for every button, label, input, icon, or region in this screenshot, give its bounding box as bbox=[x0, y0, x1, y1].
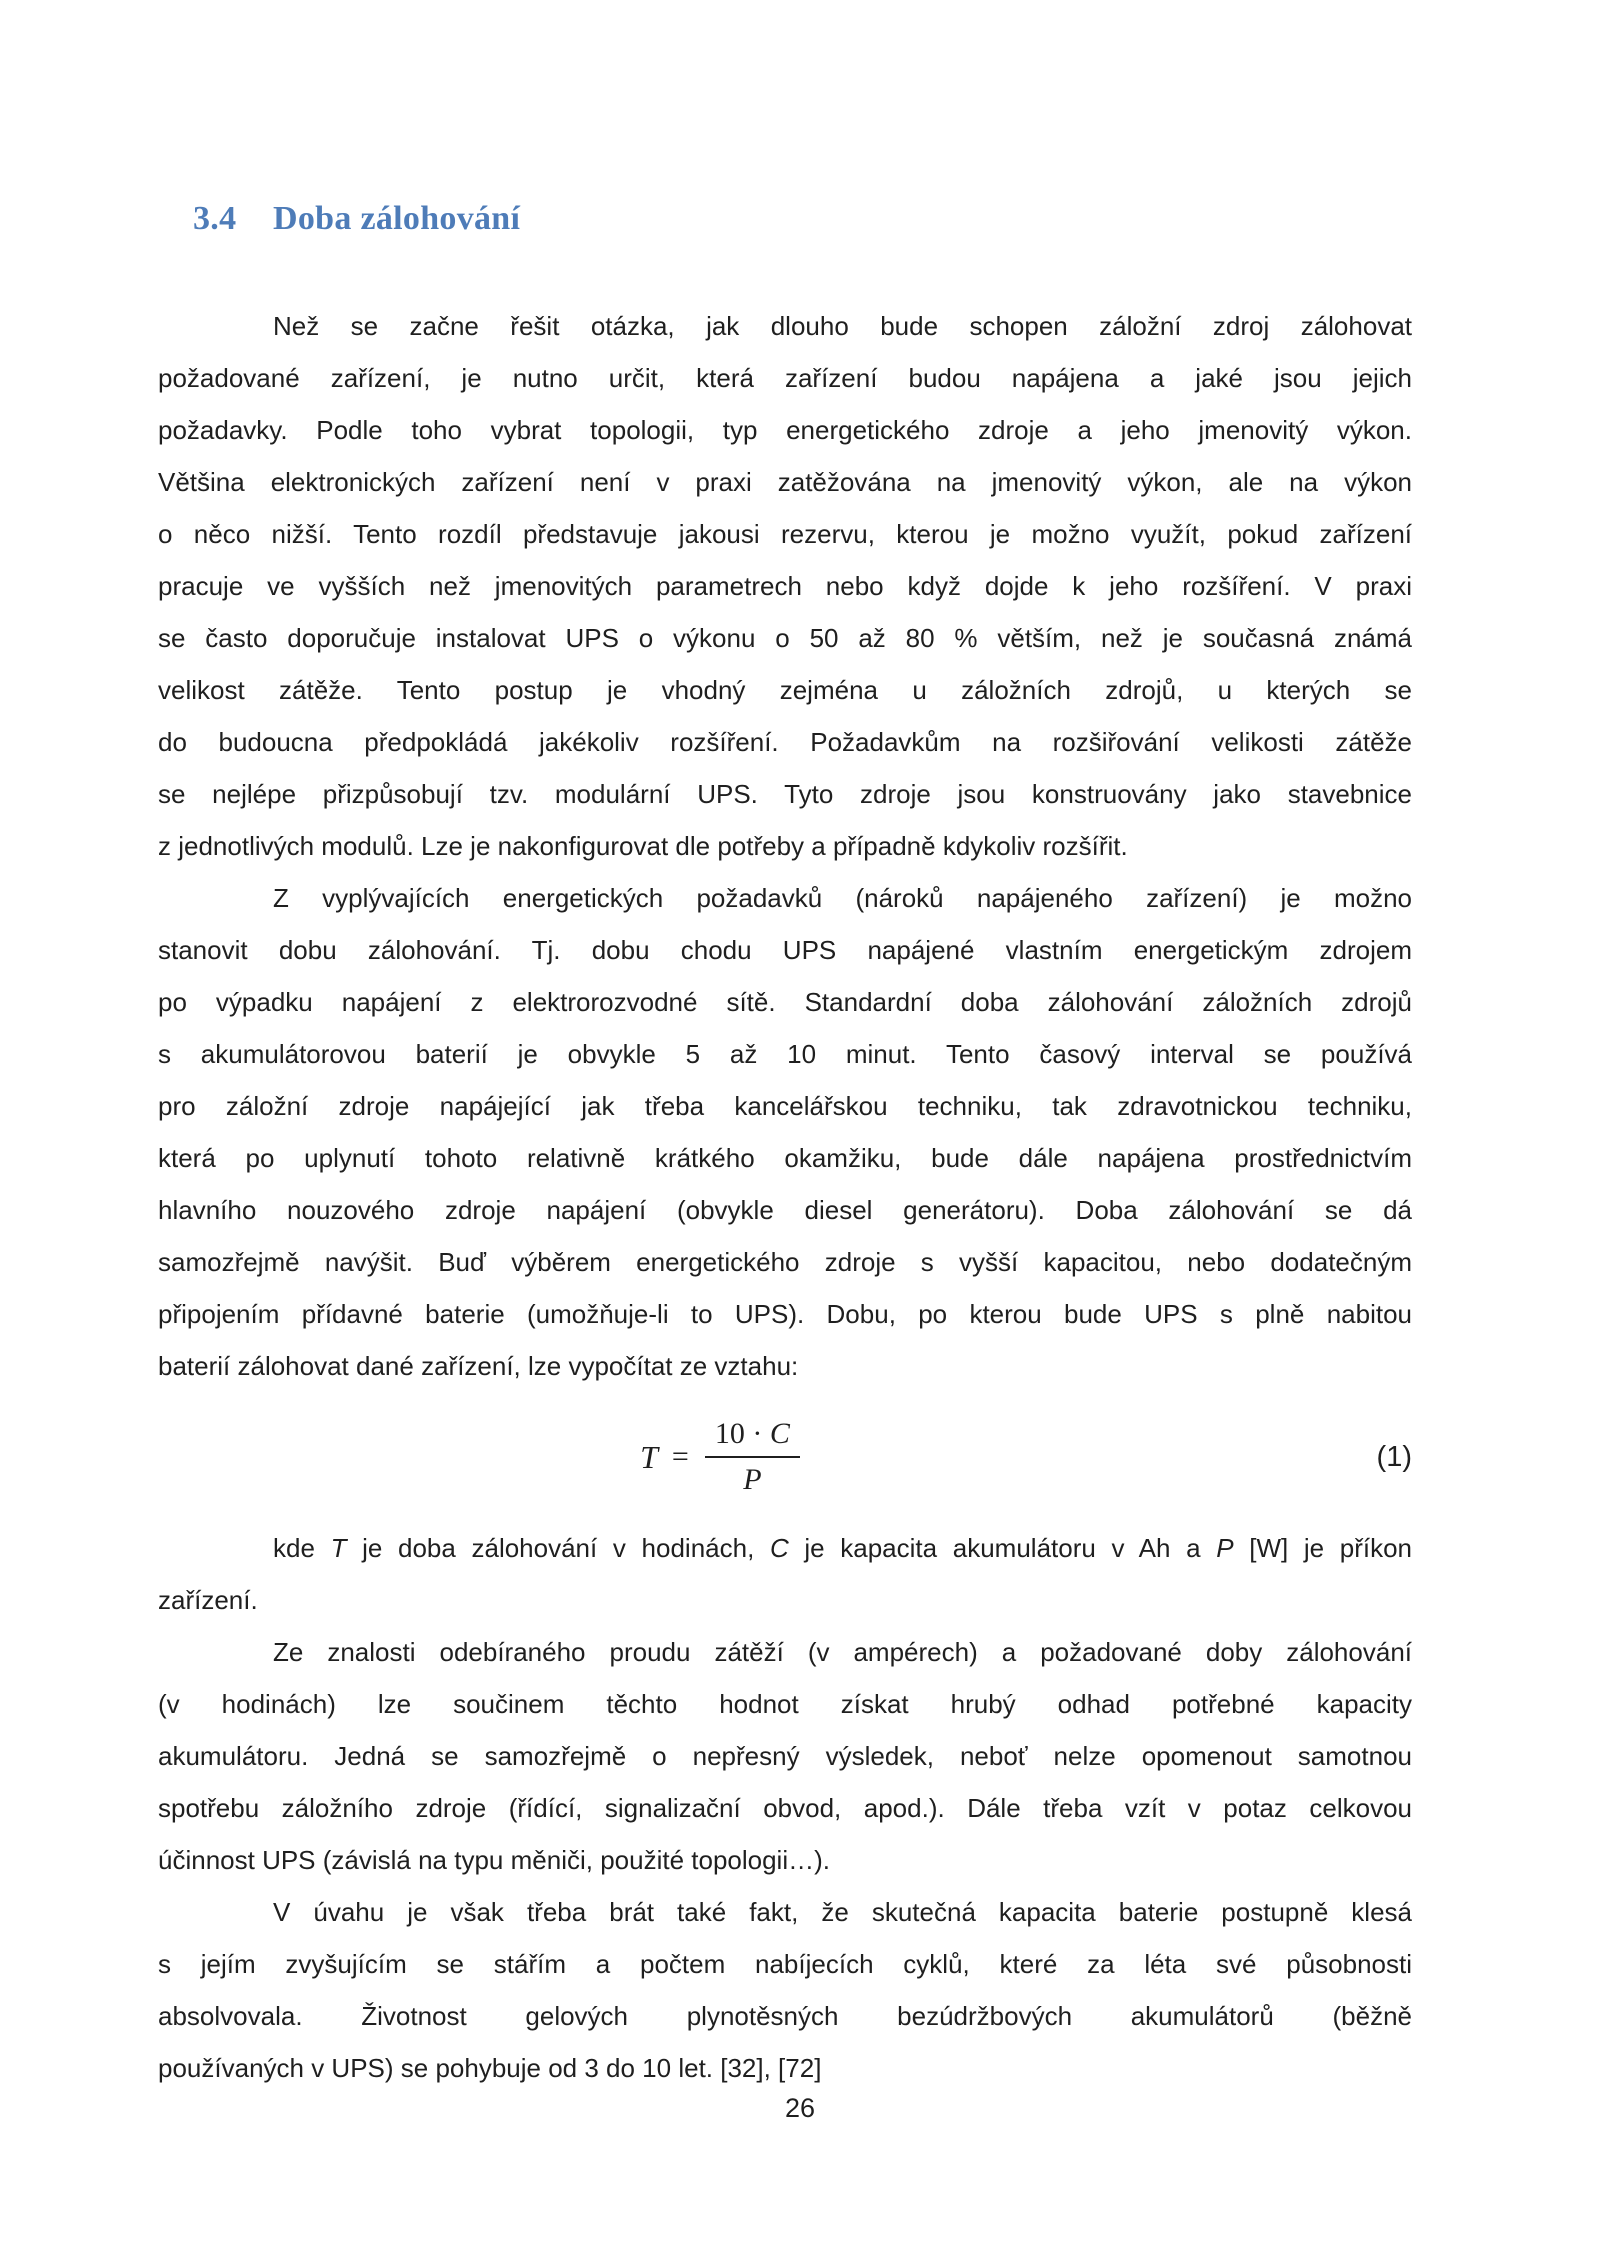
equation-equals: = bbox=[671, 1440, 689, 1473]
section-heading bbox=[193, 197, 1412, 241]
text-line: (v hodinách) lze součinem těchto hodnot získat hrubý odhad potřebné kapacity bbox=[158, 1689, 1412, 1719]
text-line: která po uplynutí tohoto relativně krátkého okamžiku, bude dále napájena prostřednictvím bbox=[158, 1143, 1412, 1173]
text-line: požadované zařízení, je nutno určit, která zařízení budou napájena a jaké jsou jejich bbox=[158, 363, 1412, 393]
text-segment: kde bbox=[273, 1533, 331, 1563]
text-segment: je doba zálohování v hodinách, bbox=[346, 1533, 770, 1563]
multiplication-dot: · bbox=[752, 1416, 763, 1450]
text-line: o něco nižší. Tento rozdíl představuje jakousi rezervu, kterou je možno využít, pokud zařízení bbox=[158, 519, 1412, 549]
text-line: Než se začne řešit otázka, jak dlouho bude schopen záložní zdroj zálohovat bbox=[273, 311, 1412, 341]
equation-label: (1) bbox=[1376, 1441, 1412, 1473]
text-segment: je kapacita akumulátoru v Ah a bbox=[788, 1533, 1217, 1563]
text-line: s jejím zvyšujícím se stářím a počtem nabíjecích cyklů, které za léta své působnosti bbox=[158, 1949, 1412, 1979]
paragraph-2 bbox=[158, 872, 1412, 1392]
page-number: 26 bbox=[784, 2093, 816, 2123]
text-line: samozřejmě navýšit. Buď výběrem energetického zdroje s vyšší kapacitou, nebo dodatečným bbox=[158, 1247, 1412, 1277]
numerator-coefficient: 10 bbox=[714, 1416, 745, 1450]
text-segment: [W] je příkon bbox=[1233, 1533, 1413, 1563]
equation-block bbox=[158, 1392, 1412, 1522]
text-line: se často doporučuje instalovat UPS o výkonu o 50 až 80 % větším, než je současná známá bbox=[158, 623, 1412, 653]
text-line: používaných v UPS) se pohybuje od 3 do 10 let. [32], [72] bbox=[158, 2053, 822, 2083]
equation bbox=[93, 1392, 1347, 1522]
text-line: účinnost UPS (závislá na typu měniči, použité topologii…). bbox=[158, 1845, 830, 1875]
text-line: s akumulátorovou baterií je obvykle 5 až 10 minut. Tento časový interval se používá bbox=[158, 1039, 1412, 1069]
text-line: akumulátoru. Jedná se samozřejmě o nepřesný výsledek, neboť nelze opomenout samotnou bbox=[158, 1741, 1412, 1771]
variable-C: C bbox=[769, 1533, 789, 1563]
text-line: velikost zátěže. Tento postup je vhodný zejména u záložních zdrojů, u kterých se bbox=[158, 675, 1412, 705]
page-content bbox=[158, 197, 1412, 2094]
text-line: hlavního nouzového zdroje napájení (obvykle diesel generátoru). Doba zálohování se dá bbox=[158, 1195, 1412, 1225]
fraction-numerator bbox=[705, 1417, 800, 1459]
text-line: spotřebu záložního zdroje (řídící, signalizační obvod, apod.). Dále třeba vzít v potaz celkovou bbox=[158, 1793, 1412, 1823]
fraction bbox=[705, 1417, 800, 1498]
text-line: Z vyplývajících energetických požadavků (nároků napájeného zařízení) je možno bbox=[273, 883, 1412, 913]
text-line: pracuje ve vyšších než jmenovitých parametrech nebo když dojde k jeho rozšíření. V praxi bbox=[158, 571, 1412, 601]
text-line: absolvovala. Životnost gelových plynotěsných bezúdržbových akumulátorů (běžně bbox=[158, 2001, 1412, 2031]
fraction-denominator: P bbox=[743, 1463, 762, 1496]
body-text bbox=[158, 300, 1412, 2094]
text-line bbox=[158, 1522, 1412, 1574]
paragraph-1 bbox=[158, 300, 1412, 872]
text-line: se nejlépe přizpůsobují tzv. modulární UPS. Tyto zdroje jsou konstruovány jako stavebnice bbox=[158, 779, 1412, 809]
text-line: Většina elektronických zařízení není v praxi zatěžována na jmenovitý výkon, ale na výkon bbox=[158, 467, 1412, 497]
variable-T: T bbox=[330, 1533, 347, 1563]
text-line: z jednotlivých modulů. Lze je nakonfigurovat dle potřeby a případně kdykoliv rozšířit. bbox=[158, 831, 1128, 861]
paragraph-3 bbox=[158, 1522, 1412, 1626]
variable-P: P bbox=[1216, 1533, 1234, 1563]
text-line: do budoucna předpokládá jakékoliv rozšíření. Požadavkům na rozšiřování velikosti zátěže bbox=[158, 727, 1412, 757]
section-title: Doba zálohování bbox=[273, 200, 521, 237]
text-line: stanovit dobu zálohování. Tj. dobu chodu UPS napájené vlastním energetickým zdrojem bbox=[158, 935, 1412, 965]
text-line: Ze znalosti odebíraného proudu zátěží (v ampérech) a požadované doby zálohování bbox=[273, 1637, 1412, 1667]
text-line: připojením přídavné baterie (umožňuje-li to UPS). Dobu, po kterou bude UPS s plně nabitou bbox=[158, 1299, 1412, 1329]
text-line: po výpadku napájení z elektrorozvodné sítě. Standardní doba zálohování záložních zdrojů bbox=[158, 987, 1412, 1017]
numerator-variable: C bbox=[769, 1416, 790, 1450]
equation-lhs: T bbox=[640, 1439, 658, 1475]
section-number: 3.4 bbox=[193, 200, 237, 237]
text-line: požadavky. Podle toho vybrat topologii, typ energetického zdroje a jeho jmenovitý výkon. bbox=[158, 415, 1412, 445]
paragraph-4 bbox=[158, 1626, 1412, 1886]
text-line: pro záložní zdroje napájející jak třeba kancelářskou techniku, tak zdravotnickou techniku, bbox=[158, 1091, 1412, 1121]
text-line: zařízení. bbox=[158, 1585, 258, 1615]
text-line: V úvahu je však třeba brát také fakt, že skutečná kapacita baterie postupně klesá bbox=[273, 1897, 1412, 1927]
paragraph-5 bbox=[158, 1886, 1412, 2094]
text-line: baterií zálohovat dané zařízení, lze vypočítat ze vztahu: bbox=[158, 1351, 799, 1381]
